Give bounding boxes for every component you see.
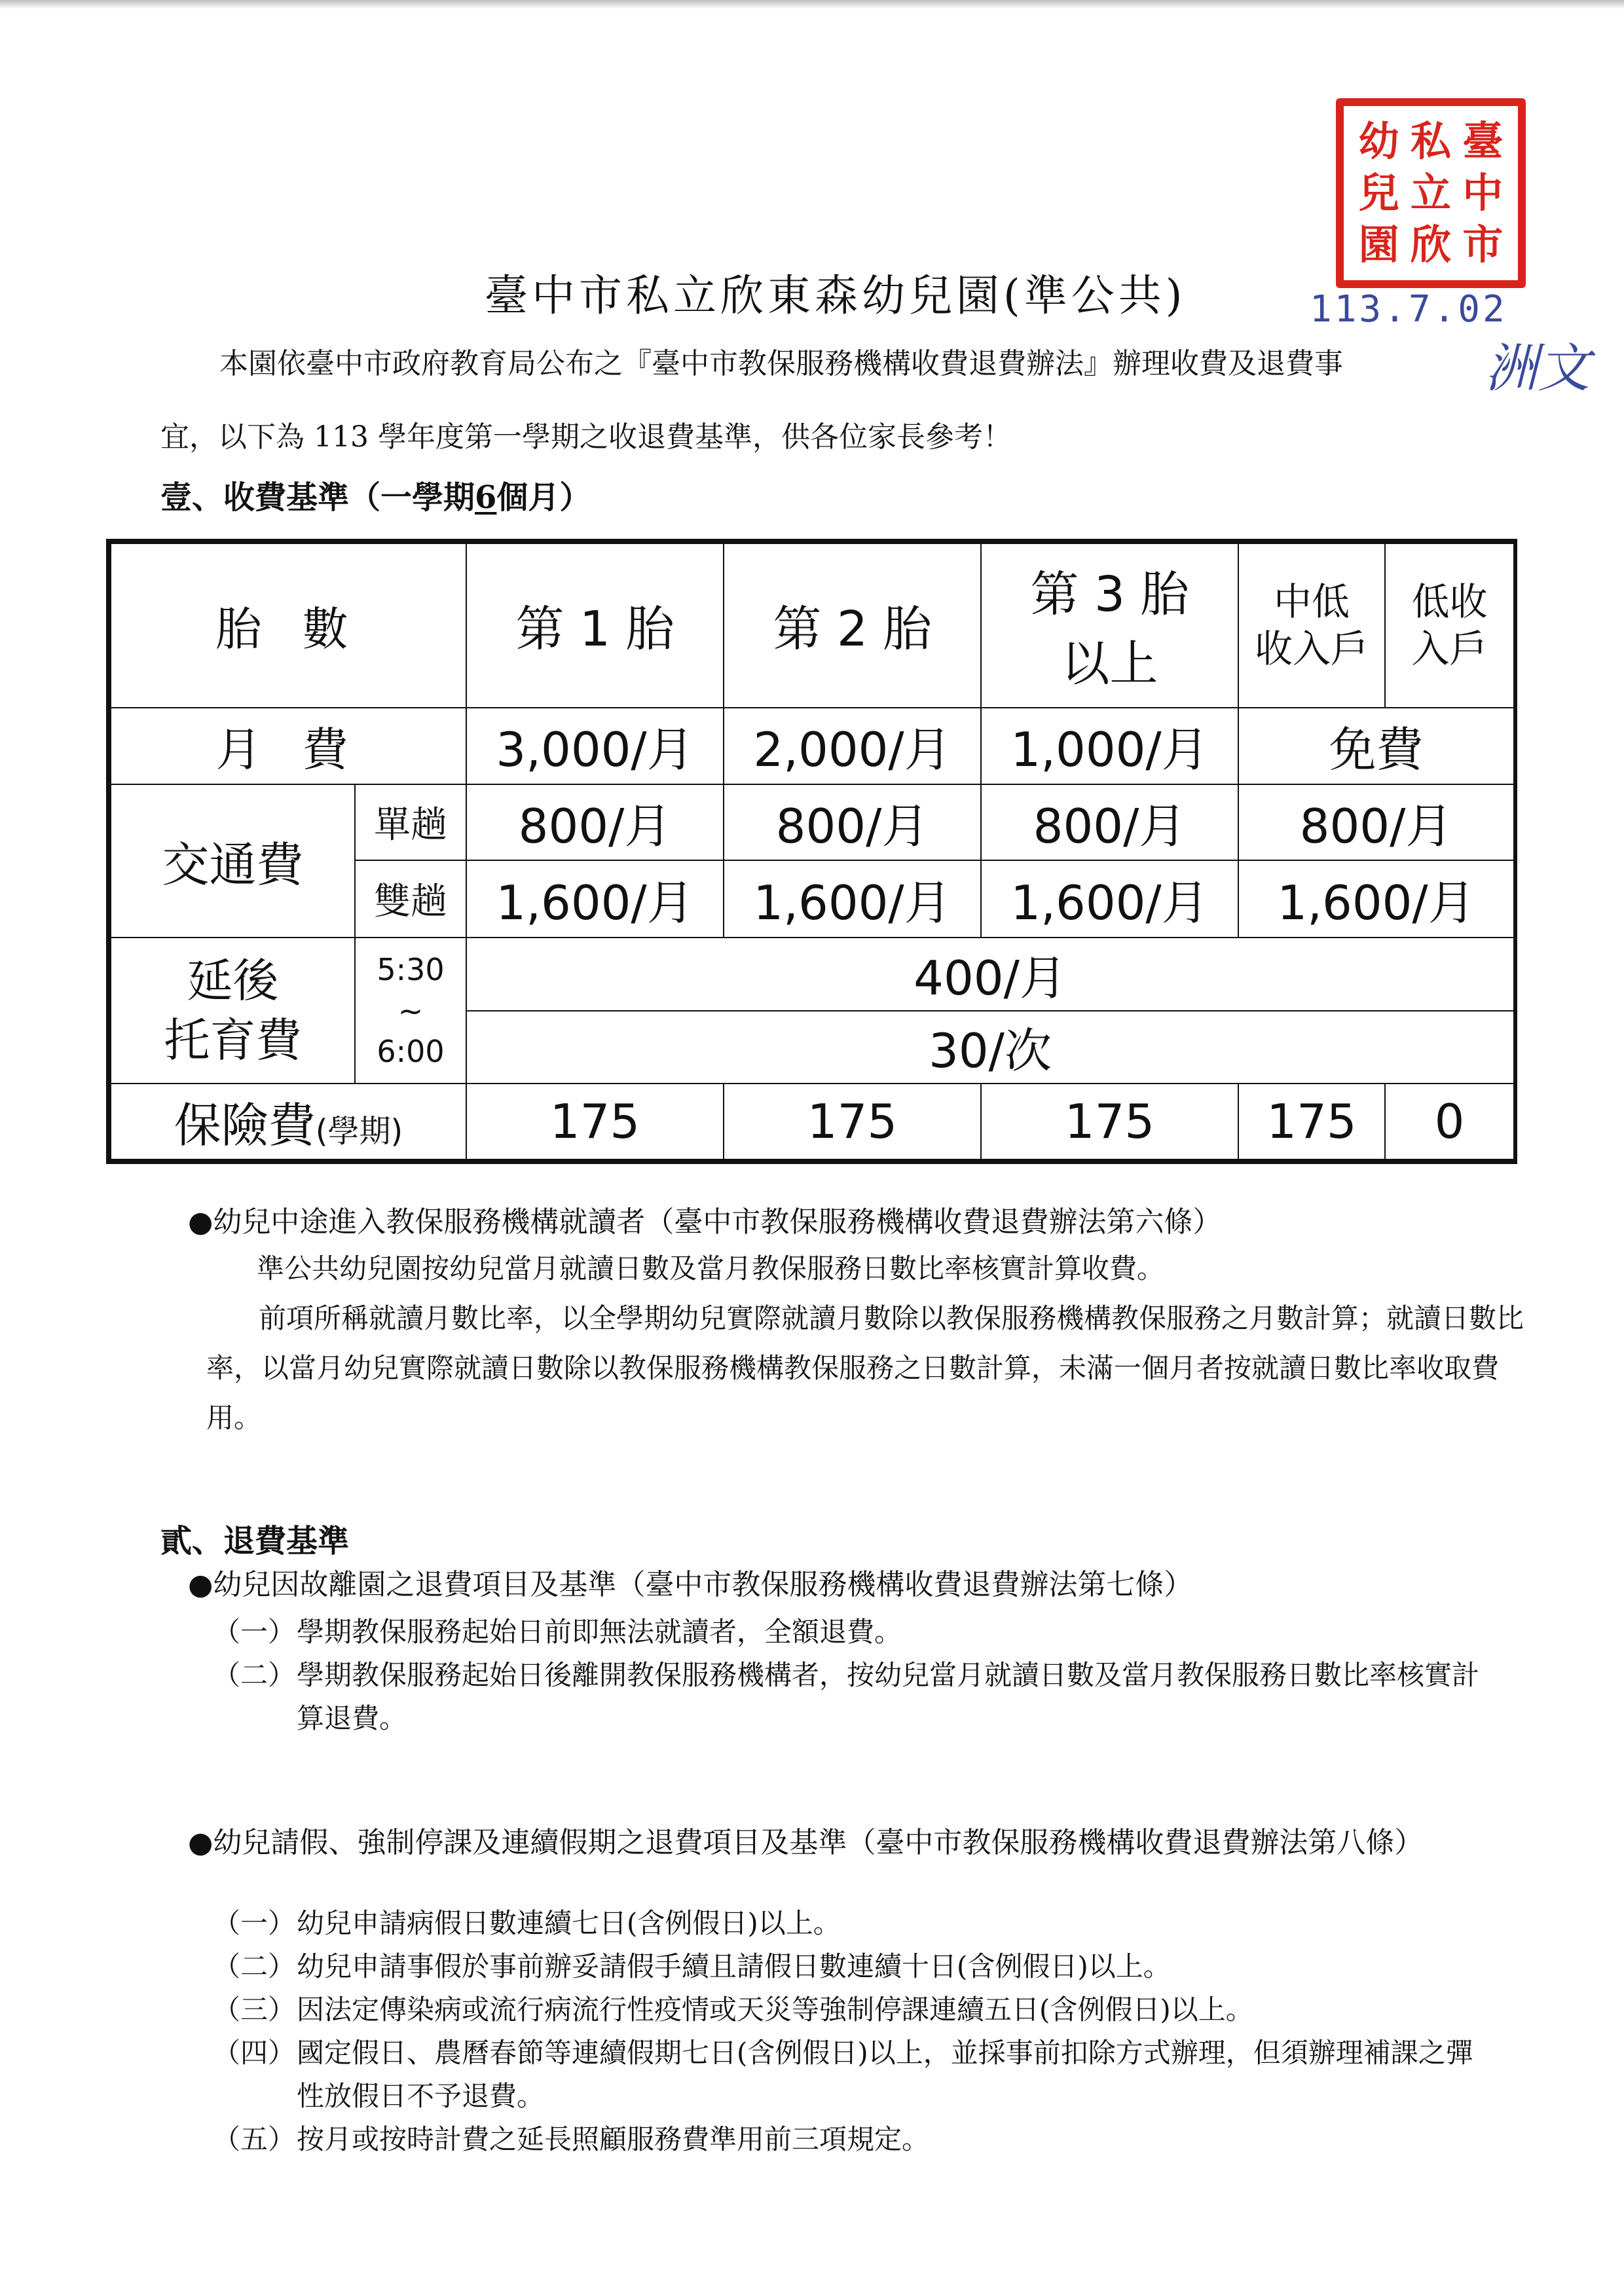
header-low-income bbox=[1385, 543, 1514, 708]
mid-entry-heading: ●幼兒中途進入教保服務機構就讀者（臺中市教保服務機構收費退費辦法第六條） bbox=[188, 1205, 1222, 1239]
insurance-mid-low-income: 175 bbox=[1238, 1084, 1385, 1159]
list-item bbox=[213, 2032, 1496, 2118]
leave-heading: ●幼兒請假、強制停課及連續假期之退費項目及基準（臺中市教保服務機構收費退費辦法第八條） bbox=[188, 1826, 1424, 1859]
transport-single-child-2: 800/月 bbox=[724, 784, 981, 860]
list-item bbox=[213, 2118, 1496, 2161]
handwritten-signature: 洲文 bbox=[1485, 338, 1590, 399]
transport-label: 交通費 bbox=[111, 784, 355, 938]
list-item bbox=[213, 1945, 1496, 1988]
delayed-care-per-time: 30/次 bbox=[466, 1011, 1514, 1084]
insurance-label bbox=[111, 1084, 466, 1159]
withdraw-list bbox=[213, 1611, 1496, 1740]
document-title: 臺中市私立欣東森幼兒園(準公共) bbox=[485, 270, 1187, 321]
transport-single-low-income: 800/月 bbox=[1238, 784, 1514, 860]
seal-char: 園 bbox=[1358, 221, 1399, 269]
scan-edge bbox=[0, 0, 1624, 9]
intro-line-2: 宜，以下為 113 學年度第一學期之收退費基準，供各位家長參考！ bbox=[160, 420, 1012, 454]
mid-entry-paragraph-2: 前項所稱就讀月數比率，以全學期幼兒實際就讀月數除以教保服務機構教保服務之月數計算；就讀日數比率，以當月幼兒實際就讀日數除以教保服務機構教保服務之日數計算，未滿一個月者按就讀日數比率收取費用。 bbox=[206, 1302, 1524, 1434]
transport-single-child-1: 800/月 bbox=[466, 784, 724, 860]
seal-char: 市 bbox=[1462, 221, 1504, 269]
list-item-text: 按月或按時計費之延長照顧服務費準用前三項規定。 bbox=[297, 2123, 930, 2155]
list-item bbox=[213, 1611, 1496, 1654]
section-1-months: 6 bbox=[475, 479, 497, 516]
official-seal bbox=[1336, 98, 1526, 288]
transport-single-label: 單趟 bbox=[355, 784, 466, 860]
list-item-number: （三） bbox=[213, 1994, 296, 2026]
table-row-header bbox=[111, 543, 1514, 708]
list-item-number: （二） bbox=[213, 1950, 296, 1982]
list-item bbox=[213, 1988, 1496, 2032]
list-item-text: 國定假日、農曆春節等連續假期七日(含例假日)以上，並採事前扣除方式辦理，但須辦理補課之彈性放假日不予退費。 bbox=[297, 2037, 1473, 2112]
monthly-child-1: 3,000/月 bbox=[466, 708, 724, 785]
seal-char: 臺 bbox=[1462, 117, 1504, 165]
list-item-text: 幼兒申請病假日數連續七日(含例假日)以上。 bbox=[297, 1907, 841, 1939]
table-row-delayed-monthly bbox=[111, 938, 1514, 1011]
list-item-number: （五） bbox=[213, 2123, 296, 2155]
monthly-child-2: 2,000/月 bbox=[724, 708, 981, 785]
delayed-care-time-sep: ~ bbox=[397, 993, 424, 1029]
section-1-heading bbox=[160, 473, 591, 522]
insurance-label-sub: (學期) bbox=[315, 1113, 403, 1150]
seal-char: 立 bbox=[1410, 168, 1451, 217]
list-item-text: 幼兒申請事假於事前辦妥請假手續且請假日數連續十日(含例假日)以上。 bbox=[297, 1950, 1171, 1982]
section-1-title-pre: 壹、收費基準（一學期 bbox=[160, 479, 475, 516]
transport-double-label: 雙趟 bbox=[355, 860, 466, 938]
list-item bbox=[213, 1654, 1496, 1740]
header-mid-low-line1: 中低 bbox=[1274, 579, 1350, 624]
header-label: 胎 數 bbox=[111, 543, 466, 708]
transport-single-child-3: 800/月 bbox=[981, 784, 1238, 860]
list-item-text: 學期教保服務起始日前即無法就讀者，全額退費。 bbox=[297, 1616, 902, 1648]
monthly-low-income: 免費 bbox=[1238, 708, 1514, 785]
insurance-low-income: 0 bbox=[1385, 1084, 1514, 1159]
transport-double-child-3: 1,600/月 bbox=[981, 860, 1238, 938]
header-mid-low-income bbox=[1238, 543, 1385, 708]
insurance-child-3: 175 bbox=[981, 1084, 1238, 1159]
list-item-number: （二） bbox=[213, 1659, 296, 1691]
transport-double-child-1: 1,600/月 bbox=[466, 860, 724, 938]
delayed-care-label-line2: 托育費 bbox=[164, 1013, 302, 1067]
transport-double-low-income: 1,600/月 bbox=[1238, 860, 1514, 938]
seal-char: 私 bbox=[1410, 117, 1451, 165]
insurance-child-1: 175 bbox=[466, 1084, 724, 1159]
leave-list bbox=[213, 1902, 1496, 2161]
fee-table bbox=[106, 539, 1517, 1164]
list-item-text: 因法定傳染病或流行病流行性疫情或天災等強制停課連續五日(含例假日)以上。 bbox=[297, 1994, 1253, 2026]
list-item-number: （一） bbox=[213, 1907, 296, 1939]
header-child-2: 第 2 胎 bbox=[724, 543, 981, 708]
delayed-care-label bbox=[111, 938, 355, 1084]
header-low-line2: 入戶 bbox=[1411, 627, 1488, 672]
table-row-transport-single bbox=[111, 784, 1514, 860]
intro-line-1: 本園依臺中市政府教育局公布之『臺中市教保服務機構收費退費辦法』辦理收費及退費事 bbox=[219, 347, 1343, 380]
withdraw-heading: ●幼兒因故離園之退費項目及基準（臺中市教保服務機構收費退費辦法第七條） bbox=[188, 1568, 1193, 1601]
delayed-care-time-end: 6:00 bbox=[377, 1033, 445, 1069]
header-low-line1: 低收 bbox=[1411, 579, 1488, 624]
monthly-child-3: 1,000/月 bbox=[981, 708, 1238, 785]
table-row-insurance bbox=[111, 1084, 1514, 1159]
delayed-care-label-line1: 延後 bbox=[187, 953, 279, 1008]
section-2-heading: 貳、退費基準 bbox=[160, 1523, 350, 1559]
section-1-title-post: 個月） bbox=[496, 479, 591, 516]
header-child-3-line1: 第 3 胎 bbox=[1030, 566, 1189, 623]
header-child-3-line2: 以上 bbox=[1061, 636, 1158, 693]
header-child-3 bbox=[981, 543, 1238, 708]
header-mid-low-line2: 收入戶 bbox=[1255, 627, 1369, 672]
delayed-care-time-start: 5:30 bbox=[377, 952, 445, 988]
mid-entry-paragraph-1: 準公共幼兒園按幼兒當月就讀日數及當月教保服務日數比率核實計算收費。 bbox=[257, 1252, 1165, 1285]
seal-char: 欣 bbox=[1410, 221, 1451, 269]
list-item-text: 學期教保服務起始日後離開教保服務機構者，按幼兒當月就讀日數及當月教保服務日數比率核實計算退費。 bbox=[297, 1659, 1480, 1734]
seal-char: 中 bbox=[1462, 168, 1504, 217]
list-item-number: （四） bbox=[213, 2037, 296, 2069]
delayed-care-monthly: 400/月 bbox=[466, 938, 1514, 1011]
delayed-care-time bbox=[355, 938, 466, 1084]
table-row-monthly bbox=[111, 708, 1514, 785]
list-item bbox=[213, 1902, 1496, 1945]
seal-char: 幼 bbox=[1358, 117, 1399, 165]
insurance-child-2: 175 bbox=[724, 1084, 981, 1159]
seal-char: 兒 bbox=[1358, 168, 1399, 217]
date-stamp: 113.7.02 bbox=[1310, 288, 1507, 331]
transport-double-child-2: 1,600/月 bbox=[724, 860, 981, 938]
monthly-label: 月 費 bbox=[111, 708, 466, 785]
header-child-1: 第 1 胎 bbox=[466, 543, 724, 708]
insurance-label-main: 保險費 bbox=[174, 1098, 316, 1154]
list-item-number: （一） bbox=[213, 1616, 296, 1648]
